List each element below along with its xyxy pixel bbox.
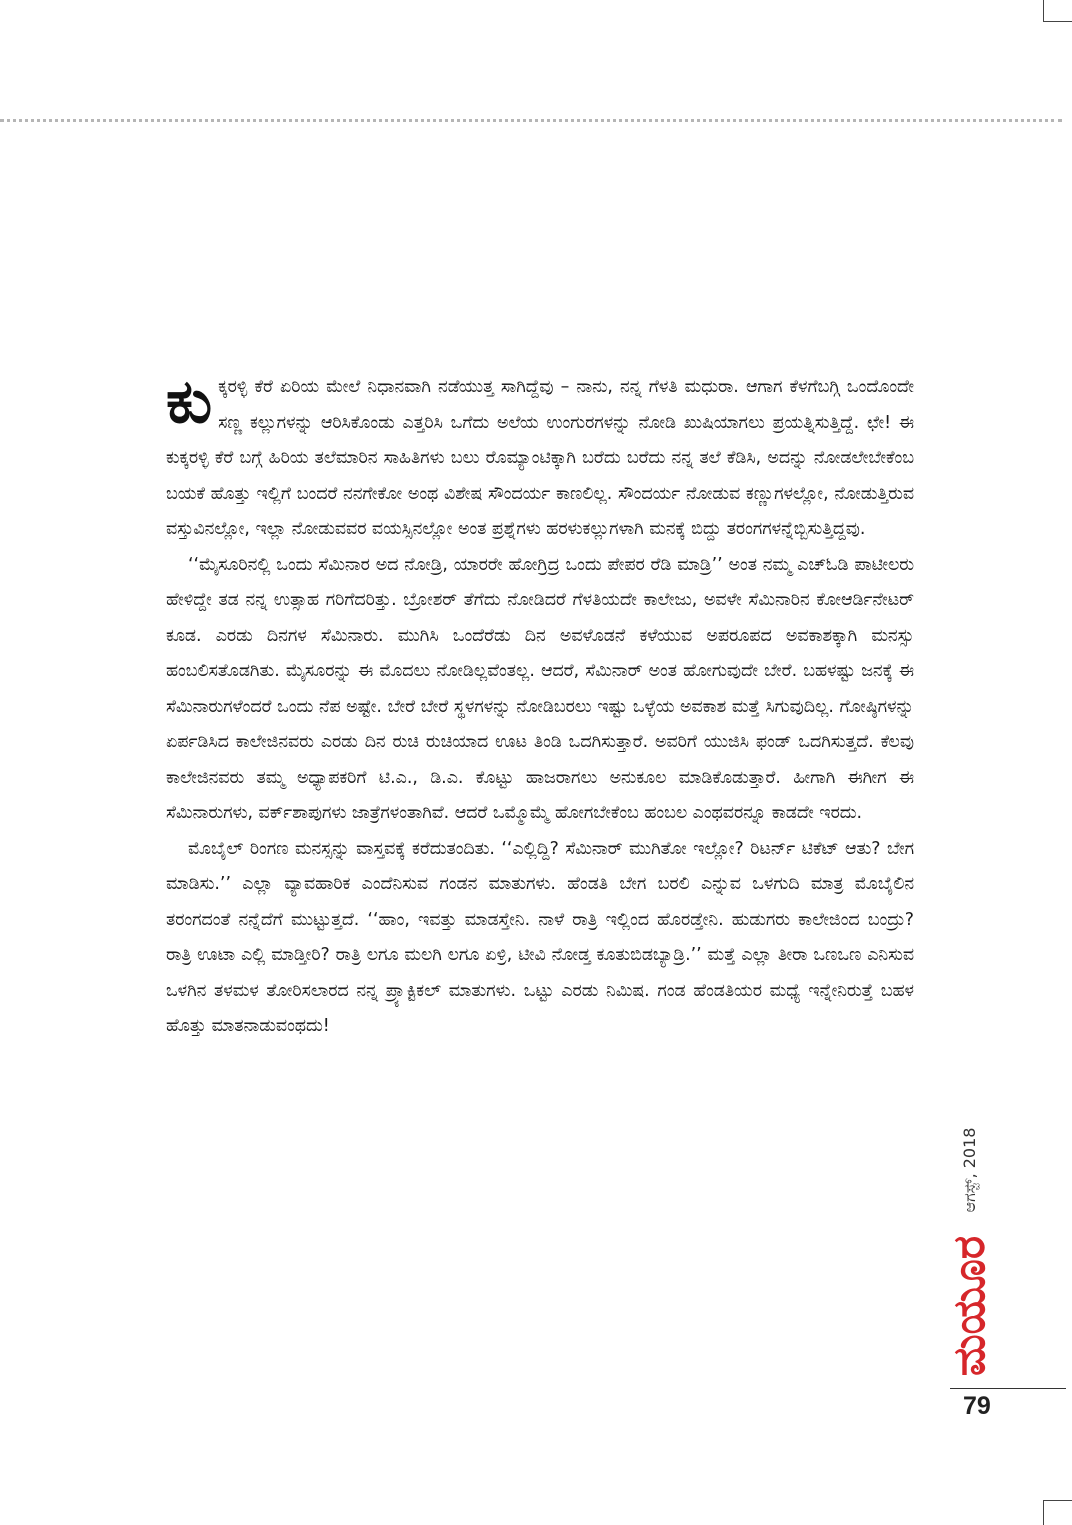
magazine-logo: ಮಯೂರ — [944, 1235, 995, 1377]
magazine-sidebar — [935, 1110, 1005, 1385]
issue-date: ಆಗಸ್ಟ್, 2018 — [960, 1127, 979, 1213]
crop-mark-bottom — [1043, 1500, 1072, 1525]
page-number: 79 — [963, 1392, 991, 1420]
article-paragraph-3: ಮೊಬೈಲ್ ರಿಂಗಣ ಮನಸ್ಸನ್ನು ವಾಸ್ತವಕ್ಕೆ ಕರೆದುತಂದಿತು. ‘‘ಎಲ್ಲಿದ್ದಿ? ಸೆಮಿನಾರ್ ಮುಗಿತೋ ಇಲ್ಲೋ? ರಿಟರ್ನ್ ಟಿಕೆಟ್ ಆತು? ಬೇಗ ಮಾಡಿಸು.’’ ಎಲ್ಲಾ ವ್ಯಾವಹಾರಿಕ ಎಂದೆನಿಸುವ ಗಂಡನ ಮಾತುಗಳು. ಹೆಂಡತಿ ಬೇಗ ಬರಲಿ ಎನ್ನುವ ಒಳಗುದಿ ಮಾತ್ರ ಮೊಬೈಲಿನ ತರಂಗದಂತೆ ನನ್ನೆದೆಗೆ ಮುಟ್ಟುತ್ತದೆ. ‘‘ಹಾಂ, ಇವತ್ತು ಮಾಡಸ್ತೇನಿ. ನಾಳೆ ರಾತ್ರಿ ಇಲ್ಲಿಂದ ಹೊರಡ್ತೇನಿ. ಹುಡುಗರು ಕಾಲೇಜಿಂದ ಬಂದ್ರು? ರಾತ್ರಿ ಊಟಾ ಎಲ್ಲಿ ಮಾಡ್ತೀರಿ? ರಾತ್ರಿ ಲಗೂ ಮಲಗಿ ಲಗೂ ಏಳ್ರಿ, ಟೀವಿ ನೋಡ್ತ ಕೂತುಬಿಡಬ್ಯಾಡ್ರಿ.’’ ಮತ್ತೆ ಎಲ್ಲಾ ತೀರಾ ಒಣಒಣ ಎನಿಸುವ ಒಳಗಿನ ತಳಮಳ ತೋರಿಸಲಾರದ ನನ್ನ ಪ್ರ್ಯಾಕ್ಟಿಕಲ್ ಮಾತುಗಳು. ಒಟ್ಟು ಎರಡು ನಿಮಿಷ. ಗಂಡ ಹೆಂಡತಿಯರ ಮಧ್ಯೆ ಇನ್ನೇನಿರುತ್ತೆ ಬಹಳ ಹೊತ್ತು ಮಾತನಾಡುವಂಥದು! — [166, 838, 914, 1036]
footer-rule — [950, 1388, 1066, 1389]
article-body — [166, 370, 914, 1400]
dotted-divider — [0, 119, 1062, 122]
article-paragraph-2: ‘‘ಮೈಸೂರಿನಲ್ಲಿ ಒಂದು ಸೆಮಿನಾರ ಅದ ನೋಡ್ರಿ, ಯಾರರೇ ಹೋಗ್ರಿದ್ರ ಒಂದು ಪೇಪರ ರೆಡಿ ಮಾಡ್ರಿ’’ ಅಂತ ನಮ್ಮ ಎಚ್‌ಓಡಿ ಪಾಟೀಲರು ಹೇಳಿದ್ದೇ ತಡ ನನ್ನ ಉತ್ಸಾಹ ಗರಿಗೆದರಿತ್ತು. ಬ್ರೋಶರ್ ತೆಗೆದು ನೋಡಿದರೆ ಗೆಳತಿಯದೇ ಕಾಲೇಜು, ಅವಳೇ ಸೆಮಿನಾರಿನ ಕೋಆರ್ಡಿನೇಟರ್ ಕೂಡ. ಎರಡು ದಿನಗಳ ಸೆಮಿನಾರು. ಮುಗಿಸಿ ಒಂದೆರೆಡು ದಿನ ಅವಳೊಡನೆ ಕಳೆಯುವ ಅಪರೂಪದ ಅವಕಾಶಕ್ಕಾಗಿ ಮನಸ್ಸು ಹಂಬಲಿಸತೊಡಗಿತು. ಮೈಸೂರನ್ನು ಈ ಮೊದಲು ನೋಡಿಲ್ಲವೆಂತಲ್ಲ. ಆದರೆ, ಸೆಮಿನಾರ್ ಅಂತ ಹೋಗುವುದೇ ಬೇರೆ. ಬಹಳಷ್ಟು ಜನಕ್ಕೆ ಈ ಸೆಮಿನಾರುಗಳೆಂದರೆ ಒಂದು ನೆಪ ಅಷ್ಟೇ. ಬೇರೆ ಬೇರೆ ಸ್ಥಳಗಳನ್ನು ನೋಡಿಬರಲು ಇಷ್ಟು ಒಳ್ಳೆಯ ಅವಕಾಶ ಮತ್ತೆ ಸಿಗುವುದಿಲ್ಲ. ಗೋಷ್ಠಿಗಳನ್ನು ಏರ್ಪಡಿಸಿದ ಕಾಲೇಜಿನವರು ಎರಡು ದಿನ ರುಚಿ ರುಚಿಯಾದ ಊಟ ತಿಂಡಿ ಒದಗಿಸುತ್ತಾರೆ. ಅವರಿಗೆ ಯುಜಿಸಿ ಫಂಡ್ ಒದಗಿಸುತ್ತದೆ. ಕೆಲವು ಕಾಲೇಜಿನವರು ತಮ್ಮ ಅಧ್ಯಾಪಕರಿಗೆ ಟಿ.ಎ., ಡಿ.ಎ. ಕೊಟ್ಟು ಹಾಜರಾಗಲು ಅನುಕೂಲ ಮಾಡಿಕೊಡುತ್ತಾರೆ. ಹೀಗಾಗಿ ಈಗೀಗ ಈ ಸೆಮಿನಾರುಗಳು, ವರ್ಕ್‌ಶಾಪುಗಳು ಜಾತ್ರೆಗಳಂತಾಗಿವೆ. ಆದರೆ ಒಮ್ಮೊಮ್ಮೆ ಹೋಗಬೇಕೆಂಬ ಹಂಬಲ ಎಂಥವರನ್ನೂ ಕಾಡದೇ ಇರದು. — [166, 554, 914, 823]
article-paragraph-1 — [166, 370, 914, 548]
drop-cap: ಕು — [166, 370, 213, 437]
paragraph-text: ಕ್ಕರಳ್ಳಿ ಕೆರೆ ಏರಿಯ ಮೇಲೆ ನಿಧಾನವಾಗಿ ನಡೆಯುತ್ತ ಸಾಗಿದ್ದೆವು – ನಾನು, ನನ್ನ ಗೆಳತಿ ಮಧುರಾ. ಆಗಾಗ ಕೆಳಗೆಬಗ್ಗಿ ಒಂದೊಂದೇ ಸಣ್ಣ ಕಲ್ಲುಗಳನ್ನು ಆರಿಸಿಕೊಂಡು ಎತ್ತರಿಸಿ ಒಗೆದು ಅಲೆಯ ಉಂಗುರಗಳನ್ನು ನೋಡಿ ಖುಷಿಯಾಗಲು ಪ್ರಯತ್ನಿಸುತ್ತಿದ್ದೆ. ಛೇ! ಈ ಕುಕ್ಕರಳ್ಳಿ ಕೆರೆ ಬಗ್ಗೆ ಹಿರಿಯ ತಲೆಮಾರಿನ ಸಾಹಿತಿಗಳು ಬಲು ರೊಮ್ಯಾಂಟಿಕ್ಕಾಗಿ ಬರೆದು ಬರೆದು ನನ್ನ ತಲೆ ಕೆಡಿಸಿ, ಅದನ್ನು ನೋಡಲೇಬೇಕೆಂಬ ಬಯಕೆ ಹೊತ್ತು ಇಲ್ಲಿಗೆ ಬಂದರೆ ನನಗೇಕೋ ಅಂಥ ವಿಶೇಷ ಸೌಂದರ್ಯ ಕಾಣಲಿಲ್ಲ. ಸೌಂದರ್ಯ ನೋಡುವ ಕಣ್ಣುಗಳಲ್ಲೋ, ನೋಡುತ್ತಿರುವ ವಸ್ತುವಿನಲ್ಲೋ, ಇಲ್ಲಾ ನೋಡುವವರ ವಯಸ್ಸಿನಲ್ಲೋ ಅಂತ ಪ್ರಶ್ನೆಗಳು ಹರಳುಕಲ್ಲುಗಳಾಗಿ ಮನಕ್ಕೆ ಬಿದ್ದು ತರಂಗಗಳನ್ನೆಬ್ಬಿಸುತ್ತಿದ್ದವು. — [166, 377, 914, 539]
crop-mark-top — [1043, 0, 1072, 22]
